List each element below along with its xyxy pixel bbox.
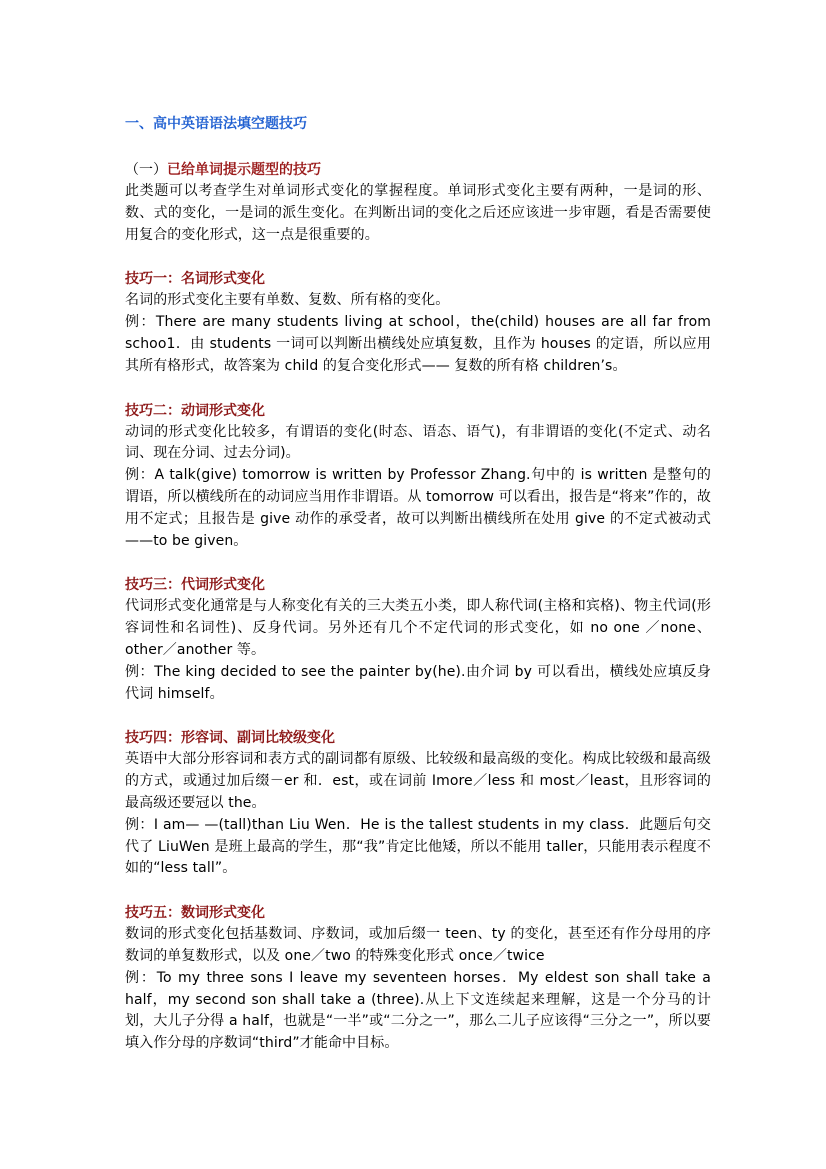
example-paragraph: 例：I am— —(tall)than Liu Wen．He is the tallest students in my class．此题后句交代了 LiuWen 是班上最高的学生，那“我”肯定比他矮，所以不能用 taller，只能用表示程度不如的“less tall”。 [125, 816, 711, 877]
example-paragraph: 例：To my three sons I leave my seventeen horses．My eldest son shall take a half，my second son shall take a (three).从上下文连续起来理解，这是一个分马的计划，大儿子分得 a half，也就是“一半”或“二分之一”，那么二儿子应该得“三分之一”，所以要填入作分母的序数词“third”才能命中目标。 [125, 969, 711, 1052]
tip-title: 技巧五：数词形式变化 [125, 905, 265, 922]
section-number: （一） [125, 162, 167, 178]
paragraph: 英语中大部分形容词和表方式的副词都有原级、比较级和最高级的变化。构成比较级和最高级的方式，或通过加后缀－er 和．est，或在词前 Imore／less 和 most／least，且形容词的最高级还要冠以 the。 [125, 751, 711, 811]
tip-section-nouns [125, 268, 711, 377]
section-heading-text: 已给单词提示题型的技巧 [167, 162, 321, 178]
paragraph: 数词的形式变化包括基数词、序数词，或加后缀一 teen、ty 的变化，甚至还有作分母用的序数词的单复数形式，以及 one／two 的特殊变化形式 once／twice [125, 926, 711, 964]
tip-section-pronouns [125, 574, 711, 705]
example-paragraph: 例：The king decided to see the painter by(he).由介词 by 可以看出，横线处应填反身代词 himself。 [125, 663, 711, 702]
paragraph: 代词形式变化通常是与人称变化有关的三大类五小类，即人称代词(主格和宾格)、物主代词(形容词性和名词性)、反身代词。另外还有几个不定代词的形式变化，如 no one ／none、other／another 等。 [125, 598, 711, 658]
tip-title: 技巧一：名词形式变化 [125, 271, 265, 288]
paragraph: 名词的形式变化主要有单数、复数、所有格的变化。 [125, 292, 450, 309]
example-paragraph: 例：A talk(give) tomorrow is written by Professor Zhang.句中的 is written 是整句的谓语，所以横线所在的动词应当用作非谓语。从 tomorrow 可以看出，报告是“将来”作的，故用不定式；且报告是 give 动作的承受者，故可以判断出横线所在处用 give 的不定式被动式——to be given。 [125, 467, 711, 549]
section-heading [125, 159, 711, 181]
tip-section-comparatives [125, 727, 711, 880]
tip-title: 技巧四：形容词、副词比较级变化 [125, 730, 335, 747]
tip-section-verbs [125, 400, 711, 553]
page-title: 一、高中英语语法填空题技巧 [125, 116, 307, 132]
tip-title: 技巧二：动词形式变化 [125, 402, 265, 419]
tip-section-numerals [125, 902, 711, 1055]
tip-title: 技巧三：代词形式变化 [125, 577, 265, 594]
paragraph: 动词的形式变化比较多，有谓语的变化(时态、语态、语气)，有非谓语的变化(不定式、动名词、现在分词、过去分词)。 [125, 423, 711, 462]
example-paragraph: 例：There are many students living at school，the(child) houses are all far from schoo1．由 students 一词可以判断出横线处应填复数，且作为 houses 的定语，所以应用其所有格形式，故答案为 child 的复合变化形式—— 复数的所有格 children’s。 [125, 314, 711, 374]
paragraph: 此类题可以考查学生对单词形式变化的掌握程度。单词形式变化主要有两种，一是词的形、数、式的变化，一是词的派生变化。在判断出词的变化之后还应该进一步审题，看是否需要使用复合的变化形式，这一点是很重要的。 [125, 183, 711, 243]
document-page [125, 113, 711, 1077]
section-given-word-hints [125, 159, 711, 246]
